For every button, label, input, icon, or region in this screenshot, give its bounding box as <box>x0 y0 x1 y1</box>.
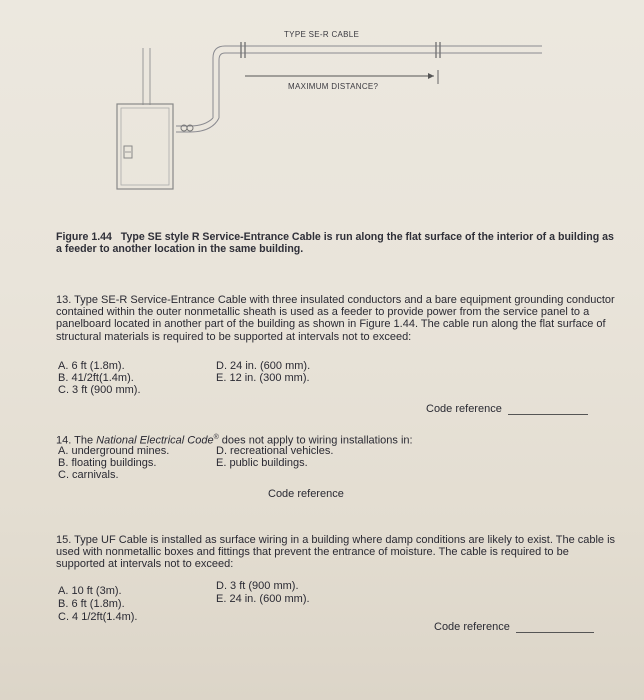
code-reference-label: Code reference <box>434 621 510 633</box>
question-13 <box>56 294 616 343</box>
option-c[interactable]: C. carnivals. <box>58 469 119 481</box>
figure-1-44 <box>0 0 644 210</box>
caption-figure-id: Figure 1.44 <box>56 231 112 243</box>
nec-title: National Electrical Code <box>96 434 214 447</box>
code-reference-label: Code reference <box>268 488 344 500</box>
option-e[interactable]: E. 24 in. (600 mm). <box>216 593 310 605</box>
option-d[interactable]: D. 24 in. (600 mm). <box>216 360 311 372</box>
question-text: Type SE-R Service-Entrance Cable with three insulated conductors and a bare equipment grounding conductor contained within the outer nonmetallic sheath is used as a feeder to provide power from the service panel to a panelboard located in another part of the building as shown in Figure 1.44. The cable run along the flat surface of structural materials is required to be supported at intervals not to exceed: <box>56 294 615 343</box>
caption-text: Type SE style R Service-Entrance Cable is run along the flat surface of the interior of a building as a feeder to another location in the same building. <box>56 231 614 255</box>
answer-blank[interactable] <box>516 632 594 633</box>
figure-caption <box>56 231 616 255</box>
question-number: 14. <box>56 434 72 447</box>
option-a[interactable]: A. underground mines. <box>58 445 170 457</box>
option-d[interactable]: D. 3 ft (900 mm). <box>216 580 299 592</box>
code-reference-14 <box>268 488 344 500</box>
option-b[interactable]: B. 6 ft (1.8m). <box>58 598 125 610</box>
option-e[interactable]: E. 12 in. (300 mm). <box>216 372 310 384</box>
label-distance: MAXIMUM DISTANCE? <box>288 82 379 91</box>
option-b[interactable]: B. 41/2ft(1.4m). <box>58 372 134 384</box>
question-15 <box>56 534 616 571</box>
option-b[interactable]: B. floating buildings. <box>58 457 157 469</box>
code-reference-13 <box>426 403 588 415</box>
code-reference-15 <box>434 621 594 633</box>
option-d[interactable]: D. recreational vehicles. <box>216 445 334 457</box>
answer-blank[interactable] <box>508 414 588 415</box>
option-a[interactable]: A. 10 ft (3m). <box>58 585 122 597</box>
option-c[interactable]: C. 4 1/2ft(1.4m). <box>58 611 138 623</box>
code-reference-label: Code reference <box>426 403 502 415</box>
option-a[interactable]: A. 6 ft (1.8m). <box>58 360 125 372</box>
question-text: Type UF Cable is installed as surface wiring in a building where damp conditions are likely to exist. The cable is used with nonmetallic boxes and fittings that prevent the entrance of moisture. The cable is required to be supported at intervals not to exceed: <box>56 534 616 571</box>
question-number: 13. <box>56 294 72 306</box>
option-c[interactable]: C. 3 ft (900 mm). <box>58 384 141 396</box>
label-cable: TYPE SE-R CABLE <box>284 30 360 39</box>
question-14: 14. The National Electrical Code® does not apply to wiring installations in: <box>56 434 413 447</box>
option-e[interactable]: E. public buildings. <box>216 457 308 469</box>
question-number: 15. <box>56 534 72 546</box>
cable-bend-inner <box>219 53 225 118</box>
